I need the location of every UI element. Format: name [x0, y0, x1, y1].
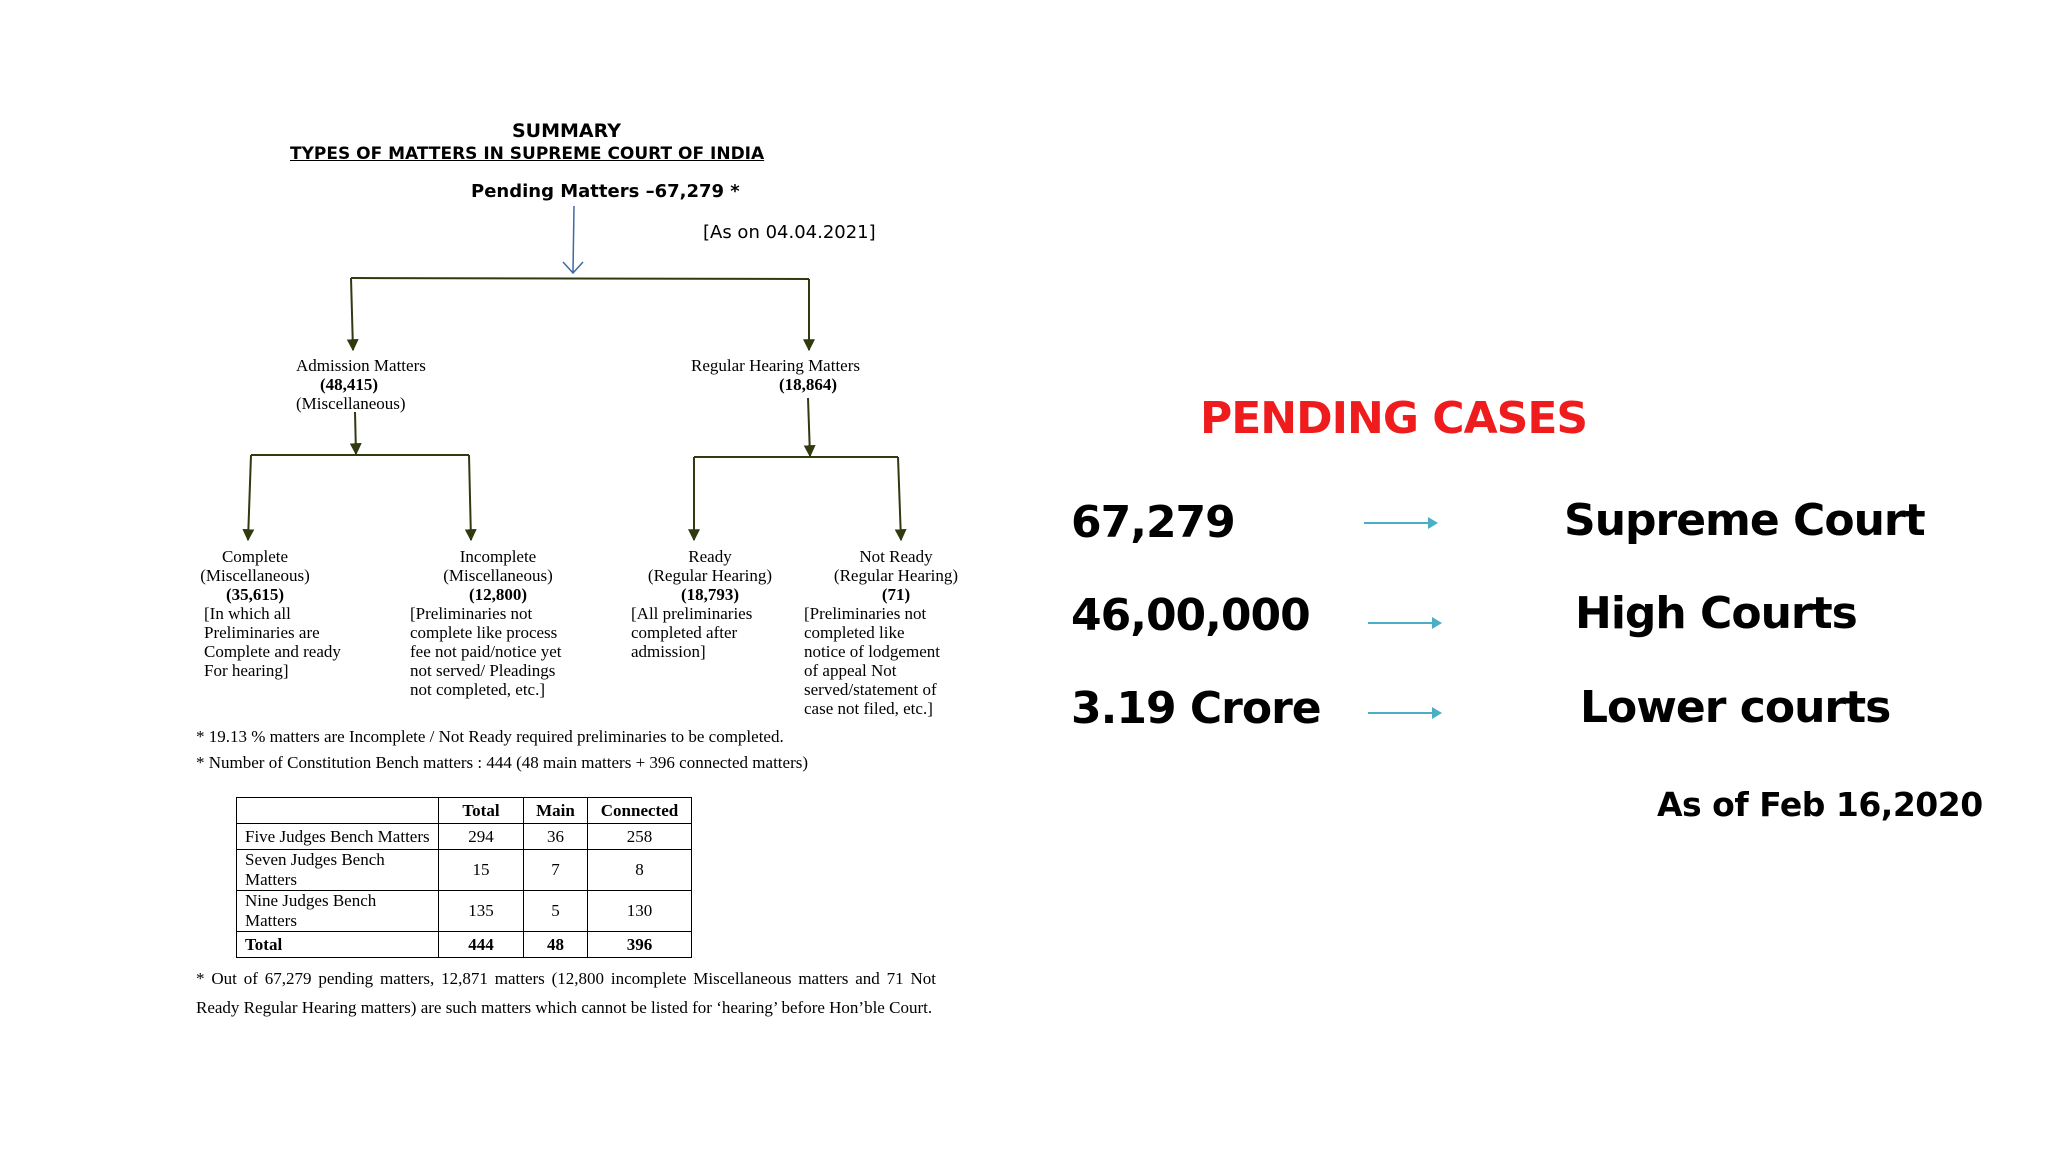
ready-sub: (Regular Hearing) — [647, 566, 773, 585]
note-incomplete-percentage: * 19.13 % matters are Incomplete / Not Ready required preliminaries to be completed. — [196, 727, 784, 746]
table-cell: 258 — [588, 824, 692, 850]
incomplete-description: [Preliminaries not complete like process fee not paid/notice yet not served/ Pleadings not completed, etc.] — [410, 604, 562, 699]
constitution-bench-table — [236, 797, 692, 958]
admission-label: Admission Matters — [296, 356, 426, 375]
table-cell: Seven Judges Bench Matters — [237, 850, 439, 891]
complete-count: (35,615) — [225, 585, 285, 604]
table-cell: Five Judges Bench Matters — [237, 824, 439, 850]
ready-description: [All preliminaries completed after admission] — [631, 604, 753, 661]
regular-label: Regular Hearing Matters — [691, 356, 860, 375]
table-cell: 444 — [439, 932, 524, 958]
ready-node — [640, 547, 780, 604]
table-cell: 130 — [588, 891, 692, 932]
table-cell: 36 — [524, 824, 588, 850]
table-header-row — [237, 798, 692, 824]
arrow-right-icon — [1368, 712, 1440, 714]
pending-matters: Pending Matters –67,279 * — [471, 181, 740, 202]
table-total-row — [237, 932, 692, 958]
summary-heading: SUMMARY — [512, 120, 621, 142]
table-row — [237, 891, 692, 932]
regular-count: (18,864) — [779, 375, 838, 394]
not-ready-node — [826, 547, 966, 604]
complete-sub: (Miscellaneous) — [200, 566, 310, 585]
high-courts-value: 46,00,000 — [1071, 590, 1310, 641]
as-on-date: [As on 04.04.2021] — [703, 222, 876, 243]
not-ready-label: Not Ready — [859, 547, 933, 566]
table-cell: 48 — [524, 932, 588, 958]
ready-count: (18,793) — [680, 585, 740, 604]
not-ready-sub: (Regular Hearing) — [833, 566, 959, 585]
table-cell: 7 — [524, 850, 588, 891]
regular-hearing-node — [691, 356, 901, 394]
note-constitution-bench: * Number of Constitution Bench matters : 444 (48 main matters + 396 connected matters) — [196, 753, 809, 772]
table-cell: Total — [237, 932, 439, 958]
complete-label: Complete — [221, 547, 289, 566]
root-arrow — [563, 206, 583, 273]
arrow-right-icon — [1368, 622, 1440, 624]
incomplete-label: Incomplete — [459, 547, 537, 566]
table-cell: 5 — [524, 891, 588, 932]
table-cell: 135 — [439, 891, 524, 932]
table-cell: 15 — [439, 850, 524, 891]
bottom-note: * Out of 67,279 pending matters, 12,871 matters (12,800 incomplete Miscellaneous matters and 71 Not Ready Regular Hearing matters) are such matters which cannot be listed for ‘hearing’ before Hon’ble Court. — [196, 969, 936, 1017]
lower-courts-label: Lower courts — [1580, 682, 1891, 733]
table-cell: 294 — [439, 824, 524, 850]
supreme-court-label: Supreme Court — [1564, 495, 1925, 546]
supreme-court-value: 67,279 — [1071, 497, 1235, 548]
admission-count: (48,415) — [320, 375, 379, 394]
complete-description: [In which all Preliminaries are Complete and ready For hearing] — [204, 604, 341, 680]
lower-courts-value: 3.19 Crore — [1071, 683, 1321, 734]
incomplete-node — [438, 547, 558, 604]
not-ready-count: (71) — [881, 585, 911, 604]
not-ready-description: [Preliminaries not completed like notice of lodgement of appeal Not served/statement of case not filed, etc.] — [804, 604, 940, 718]
table-header-cell: Total — [439, 798, 524, 824]
table-cell: 396 — [588, 932, 692, 958]
table-header-cell — [237, 798, 439, 824]
table-cell: 8 — [588, 850, 692, 891]
admission-sub: (Miscellaneous) — [296, 394, 406, 413]
admission-matters-node — [296, 356, 462, 413]
complete-node — [198, 547, 312, 604]
table-row — [237, 824, 692, 850]
pending-cases-title: PENDING CASES — [1200, 393, 1588, 444]
arrow-right-icon — [1364, 522, 1436, 524]
high-courts-label: High Courts — [1575, 588, 1857, 639]
table-cell: Nine Judges Bench Matters — [237, 891, 439, 932]
table-header-cell: Connected — [588, 798, 692, 824]
document-subheading: TYPES OF MATTERS IN SUPREME COURT OF INDIA — [290, 144, 765, 164]
ready-label: Ready — [688, 547, 732, 566]
table-header-cell: Main — [524, 798, 588, 824]
incomplete-sub: (Miscellaneous) — [443, 566, 553, 585]
as-of-date: As of Feb 16,2020 — [1657, 785, 1983, 824]
incomplete-count: (12,800) — [468, 585, 528, 604]
table-row — [237, 850, 692, 891]
